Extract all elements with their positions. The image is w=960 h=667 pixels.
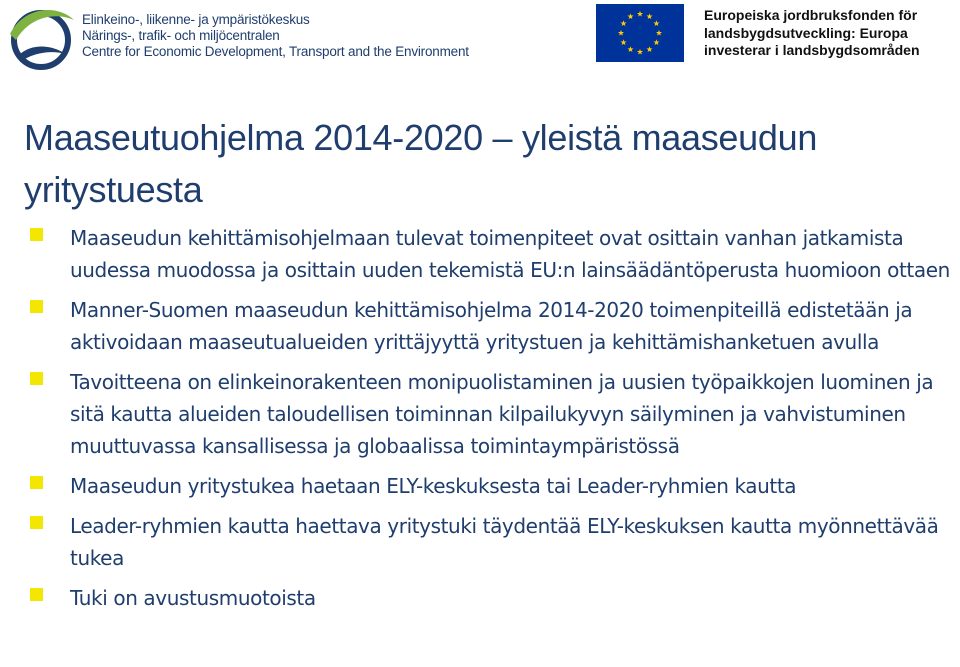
ely-name-en: Centre for Economic Development, Transport and the Environment bbox=[82, 44, 469, 59]
bullet-item bbox=[70, 366, 960, 462]
bullet-text: Tavoitteena on elinkeinorakenteen monipuolistaminen ja uusien työpaikkojen luominen ja sitä kautta alueiden taloudellisen toiminnan kilpailukyvyn säilyminen ja vahvistuminen muuttuvassa kansallisessa ja globaalissa toimintaympäristössä bbox=[70, 370, 934, 458]
eu-fund-name bbox=[704, 7, 920, 60]
bullet-text: Maaseudun kehittämisohjelmaan tulevat toimenpiteet ovat osittain vanhan jatkamista uudessa muodossa ja osittain uuden tekemistä EU:n lainsäädäntöperusta huomioon ottaen bbox=[70, 226, 950, 282]
ely-organization-name bbox=[82, 12, 469, 60]
eu-fund-line-1: Europeiska jordbruksfonden för bbox=[704, 7, 918, 23]
yellow-square-bullet-icon bbox=[30, 476, 43, 489]
page-title: Maaseutuohjelma 2014-2020 – yleistä maaseudun yritystuesta bbox=[24, 117, 818, 210]
ely-swoosh-logo bbox=[6, 4, 76, 70]
bullet-item bbox=[70, 510, 960, 574]
bullet-item bbox=[70, 582, 960, 614]
eu-fund-line-2: landsbygdsutveckling: Europa bbox=[704, 24, 908, 41]
bullet-text: Leader-ryhmien kautta haettava yritystuki täydentää ELY-keskuksen kautta myönnettävää tukea bbox=[70, 514, 939, 570]
bullet-list bbox=[70, 222, 960, 622]
yellow-square-bullet-icon bbox=[30, 516, 43, 529]
eu-flag-icon bbox=[596, 4, 684, 62]
ely-name-fi: Elinkeino-, liikenne- ja ympäristökeskus bbox=[82, 12, 310, 27]
yellow-square-bullet-icon bbox=[30, 588, 43, 601]
bullet-text: Manner-Suomen maaseudun kehittämisohjelma 2014-2020 toimenpiteillä edistetään ja aktivoidaan maaseutualueiden yrittäjyyttä yritystuen ja kehittämishanketuen avulla bbox=[70, 298, 913, 354]
bullet-item bbox=[70, 470, 960, 502]
yellow-square-bullet-icon bbox=[30, 372, 43, 385]
bullet-text: Tuki on avustusmuotoista bbox=[70, 586, 316, 610]
ely-name-sv: Närings-, trafik- och miljöcentralen bbox=[82, 28, 280, 43]
bullet-item bbox=[70, 222, 960, 286]
bullet-text: Maaseudun yritystukea haetaan ELY-keskuksesta tai Leader-ryhmien kautta bbox=[70, 474, 797, 498]
yellow-square-bullet-icon bbox=[30, 228, 43, 241]
yellow-square-bullet-icon bbox=[30, 300, 43, 313]
header bbox=[0, 0, 960, 80]
bullet-item bbox=[70, 294, 960, 358]
eu-fund-line-3: investerar i landsbygdsområden bbox=[704, 42, 920, 58]
